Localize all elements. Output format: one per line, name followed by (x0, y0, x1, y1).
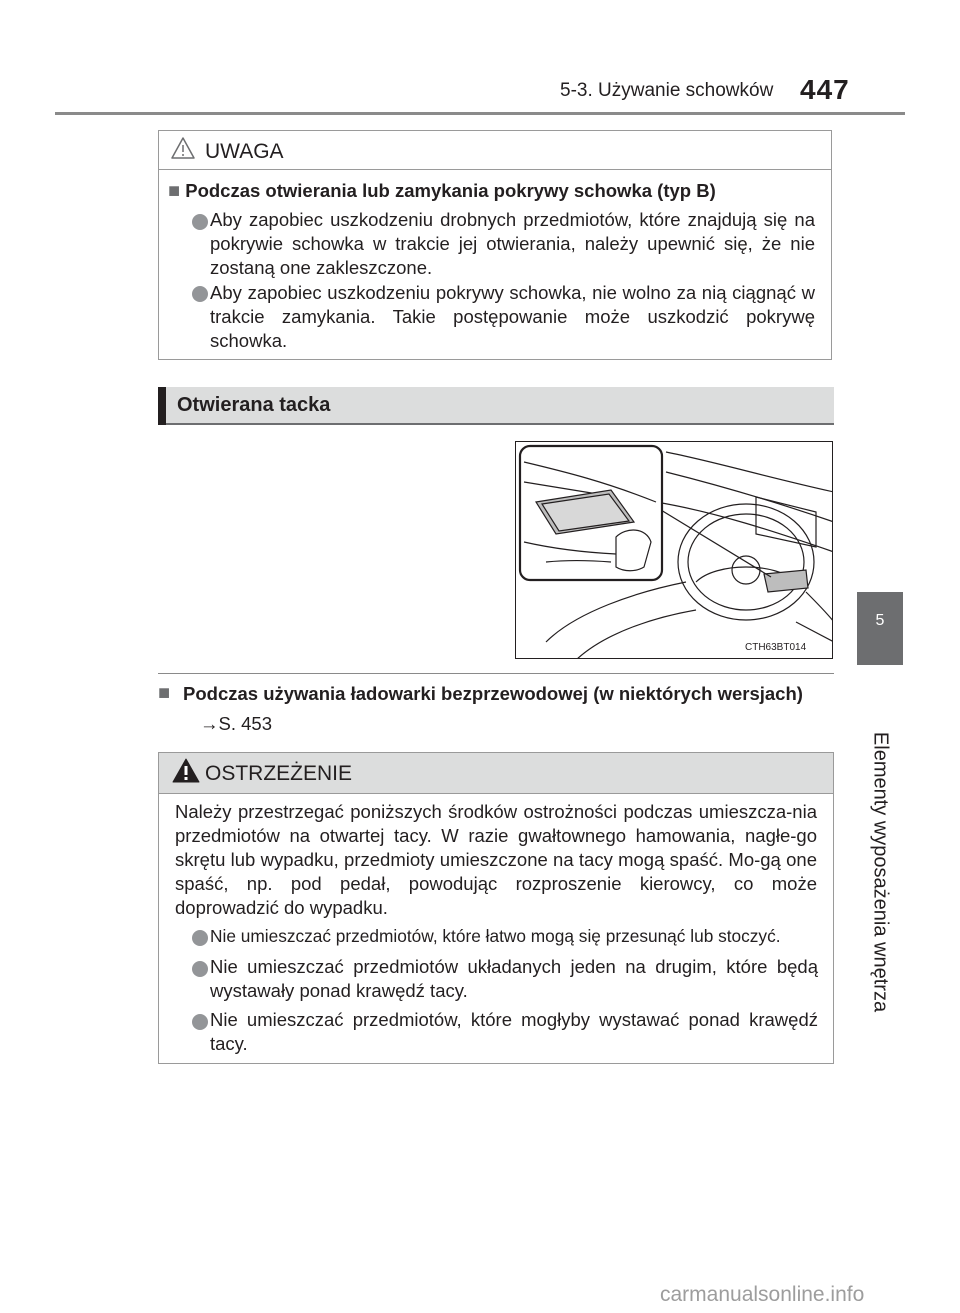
round-bullet-icon (192, 214, 208, 230)
warning-triangle-icon (172, 758, 200, 789)
section-heading-marker (158, 387, 166, 425)
warning-bullet-1: Nie umieszczać przedmiotów, które łatwo mogą się przesunąć lub stoczyć. (210, 926, 781, 946)
caution-bullet-1: Aby zapobiec uszkodzeniu drobnych przedmiotów, które znajdują się na pokrywie schowka w trakcie jej otwierania, należy upewnić się, że nie zostaną one zakleszczone. (210, 209, 815, 278)
caution-triangle-icon (170, 136, 196, 165)
running-header-section: 5-3. Używanie schowków (560, 80, 774, 101)
header-rule (55, 112, 905, 115)
square-bullet-icon: ■ (158, 682, 171, 704)
warning-intro: Należy przestrzegać poniższych środków ostrożności podczas umieszcza-nia przedmiotów na otwartej tacy. W razie gwałtownego hamowania, nagłe-go skrętu lub wypadku, przedmioty umieszczone na tacy mogą spaść. Mo-gą one spaść, np. pod pedał, powodując rozproszenie kierowcy, co może doprowadzić do wypadku. (175, 801, 817, 918)
caution-item-title-text: Podczas otwierania lub zamykania pokrywy schowka (typ B) (185, 180, 716, 201)
square-bullet-icon: ■ (168, 180, 181, 202)
round-bullet-icon (192, 1014, 208, 1030)
watermark: carmanualsonline.info (660, 1283, 865, 1306)
caution-bullet-2: Aby zapobiec uszkodzeniu pokrywy schowka, nie wolno za nią ciągnąć w trakcie zamykania. Takie postępowanie może uszkodzić pokrywę schowka. (210, 282, 815, 351)
chapter-title: Elementy wyposażenia wnętrza (869, 731, 892, 1013)
warning-label: OSTRZEŻENIE (205, 762, 353, 785)
divider (158, 673, 834, 674)
dashboard-tray-illustration (515, 441, 833, 659)
page-reference: →S. 453 (200, 713, 272, 734)
illustration-code: CTH63BT014 (745, 642, 807, 653)
chapter-number: 5 (875, 612, 885, 629)
round-bullet-icon (192, 930, 208, 946)
warning-bullet-3: Nie umieszczać przedmiotów, które mogłyby wystawać ponad krawędź tacy. (210, 1009, 818, 1054)
caution-item-title (168, 180, 716, 203)
info-title: Podczas używania ładowarki bezprzewodowej (w niektórych wersjach) (183, 683, 803, 704)
page-number: 447 (800, 74, 850, 105)
warning-bullet-2: Nie umieszczać przedmiotów układanych jeden na drugim, które będą wystawały ponad krawędź tacy. (210, 956, 818, 1001)
round-bullet-icon (192, 961, 208, 977)
section-title: Otwierana tacka (177, 394, 331, 416)
caution-label: UWAGA (205, 140, 284, 163)
round-bullet-icon (192, 286, 208, 302)
